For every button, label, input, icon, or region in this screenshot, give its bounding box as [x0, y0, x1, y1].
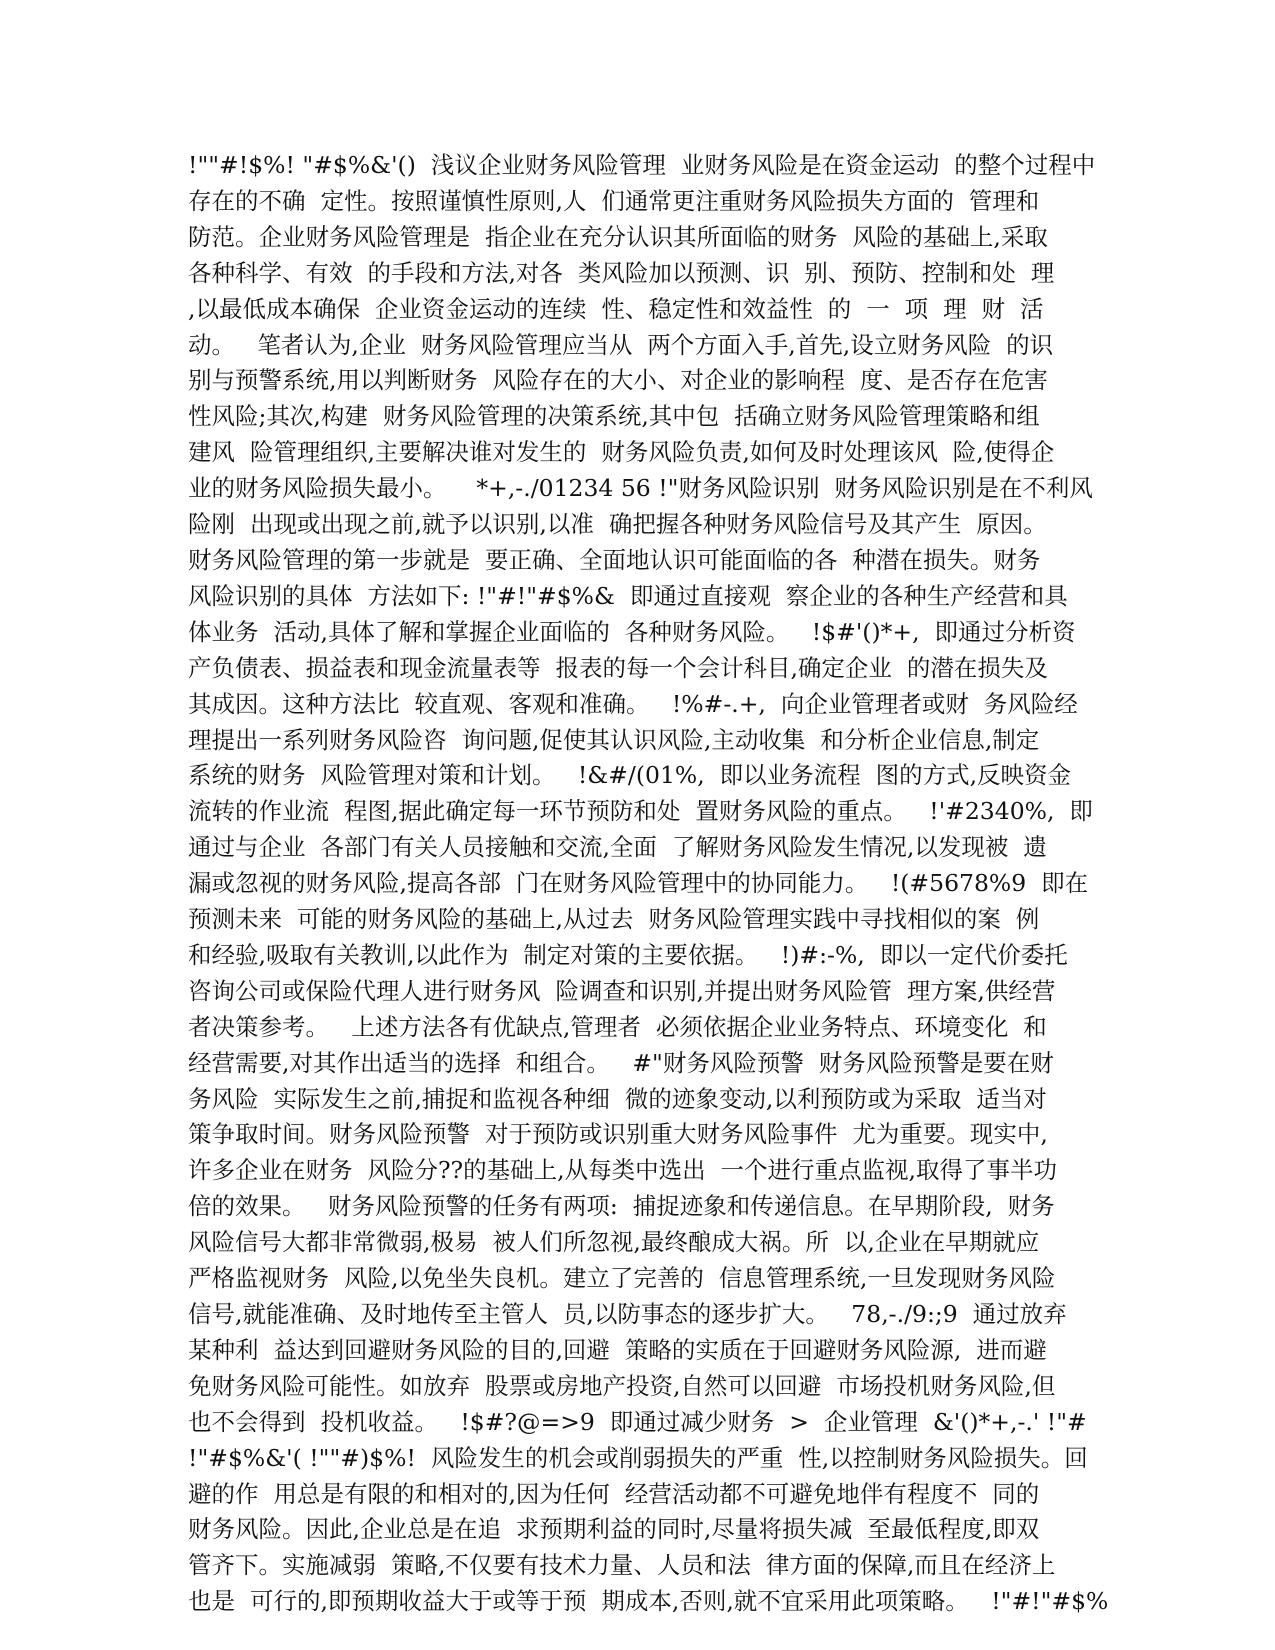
text-line: 理提出一系列财务风险咨 询问题,促使其认识风险,主动收集 和分析企业信息,制定	[188, 725, 1040, 754]
text-line: 预测未来 可能的财务风险的基础上,从过去 财务风险管理实践中寻找相似的案 例	[188, 905, 1040, 934]
text-line: 倍的效果。 财务风险预警的任务有两项: 捕捉迹象和传递信息。在早期阶段, 财务	[188, 1192, 1055, 1221]
text-line: 别与预警系统,用以判断财务 风险存在的大小、对企业的影响程 度、是否存在危害	[188, 366, 1048, 395]
text-line: 防范。企业财务风险管理是 指企业在充分认识其所面临的财务 风险的基础上,采取	[188, 222, 1048, 251]
text-line: 风险信号大都非常微弱,极易 被人们所忽视,最终酿成大祸。所 以,企业在早期就应	[188, 1228, 1040, 1257]
text-line: 通过与企业 各部门有关人员接触和交流,全面 了解财务风险发生情况,以发现被 遗	[188, 833, 1047, 862]
text-line: 财务风险管理的第一步就是 要正确、全面地认识可能面临的各 种潜在损失。财务	[188, 545, 1041, 574]
text-line: !""#!$%! "#$%&'() 浅议企业财务风险管理 业财务风险是在资金运动 的整个过程中	[188, 151, 1096, 179]
text-line: 其成因。这种方法比 较直观、客观和准确。 !%#-.+, 向企业管理者或财 务风险经	[188, 689, 1078, 718]
text-line: 性风险;其次,构建 财务风险管理的决策系统,其中包 括确立财务风险管理策略和组	[188, 402, 1040, 431]
text-line: 产负债表、损益表和现金流量表等 报表的每一个会计科目,确定企业 的潜在损失及	[188, 653, 1048, 682]
text-line: 财务风险。因此,企业总是在追 求预期利益的同时,尽量将损失减 至最低程度,即双	[188, 1515, 1040, 1544]
text-line: 险刚 出现或出现之前,就予以识别,以准 确把握各种财务风险信号及其产生 原因。	[188, 510, 1047, 539]
text-line: 风险识别的具体 方法如下: !"#!"#$%& 即通过直接观 察企业的各种生产经营和具	[188, 581, 1068, 610]
text-line: 信号,就能准确、及时地传至主管人 员,以防事态的逐步扩大。 78,-./9:;9 通过放弃	[188, 1300, 1067, 1328]
text-line: 系统的财务 风险管理对策和计划。 !&#/(01%, 即以业务流程 图的方式,反映资金	[188, 761, 1072, 790]
text-line: 体业务 活动,具体了解和掌握企业面临的 各种财务风险。 !$#'()*+, 即通过分析资	[188, 617, 1076, 646]
text-line: 漏或忽视的财务风险,提高各部 门在财务风险管理中的协同能力。 !(#5678%9 即在	[188, 869, 1089, 898]
text-line: 避的作 用总是有限的和相对的,因为任何 经营活动都不可避免地伴有程度不 同的	[188, 1479, 1040, 1508]
text-line: 也不会得到 投机收益。 !$#?@=>9 即通过减少财务 > 企业管理 &'()*+,-.' !"#	[188, 1407, 1087, 1436]
text-line: ,以最低成本确保 企业资金运动的连续 性、稳定性和效益性 的 一 项 理 财 活	[188, 294, 1044, 323]
text-line: 者决策参考。 上述方法各有优缺点,管理者 必须依据企业业务特点、环境变化 和	[188, 1012, 1047, 1041]
text-line: 也是 可行的,即预期收益大于或等于预 期成本,否则,就不宜采用此项策略。 !"#!"#$%	[188, 1587, 1109, 1616]
text-line: 某种利 益达到回避财务风险的目的,回避 策略的实质在于回避财务风险源, 进而避	[188, 1335, 1047, 1364]
text-line: 建风 险管理组织,主要解决谁对发生的 财务风险负责,如何及时处理该风 险,使得企	[188, 438, 1055, 467]
text-line: !"#$%&'( !""#)$%! 风险发生的机会或削弱损失的严重 性,以控制财务风险损失。回	[188, 1443, 1088, 1472]
text-line: 许多企业在财务 风险分??的基础上,从每类中选出 一个进行重点监视,取得了事半功	[188, 1156, 1058, 1185]
text-line: 咨询公司或保险代理人进行财务风 险调查和识别,并提出财务风险管 理方案,供经营	[188, 976, 1056, 1005]
text-line: 流转的作业流 程图,据此确定每一环节预防和处 置财务风险的重点。 !'#2340%, 即	[188, 797, 1093, 826]
text-line: 免财务风险可能性。如放弃 股票或房地产投资,自然可以回避 市场投机财务风险,但	[188, 1371, 1056, 1400]
text-line: 务风险 实际发生之前,捕捉和监视各种细 微的迹象变动,以利预防或为采取 适当对	[188, 1084, 1047, 1113]
text-line: 策争取时间。财务风险预警 对于预防或识别重大财务风险事件 尤为重要。现实中,	[188, 1120, 1048, 1149]
text-line: 严格监视财务 风险,以免坐失良机。建立了完善的 信息管理系统,一旦发现财务风险	[188, 1264, 1056, 1293]
text-line: 和经验,吸取有关教训,以此作为 制定对策的主要依据。 !)#:-%, 即以一定代价委托	[188, 940, 1068, 969]
text-line: 业的财务风险损失最小。 *+,-./01234 56 !"财务风险识别 财务风险识别是在不利风	[188, 474, 1093, 503]
text-line: 管齐下。实施减弱 策略,不仅要有技术力量、人员和法 律方面的保障,而且在经济上	[188, 1551, 1056, 1580]
text-line: 经营需要,对其作出适当的选择 和组合。 #"财务风险预警 财务风险预警是要在财	[188, 1048, 1054, 1077]
text-line: 各种科学、有效 的手段和方法,对各 类风险加以预测、识 别、预防、控制和处 理	[188, 258, 1055, 287]
text-line: 存在的不确 定性。按照谨慎性原则,人 们通常更注重财务风险损失方面的 管理和	[188, 186, 1040, 215]
text-line: 动。 笔者认为,企业 财务风险管理应当从 两个方面入手,首先,设立财务风险 的识	[188, 330, 1054, 359]
article-body	[188, 148, 1108, 1620]
